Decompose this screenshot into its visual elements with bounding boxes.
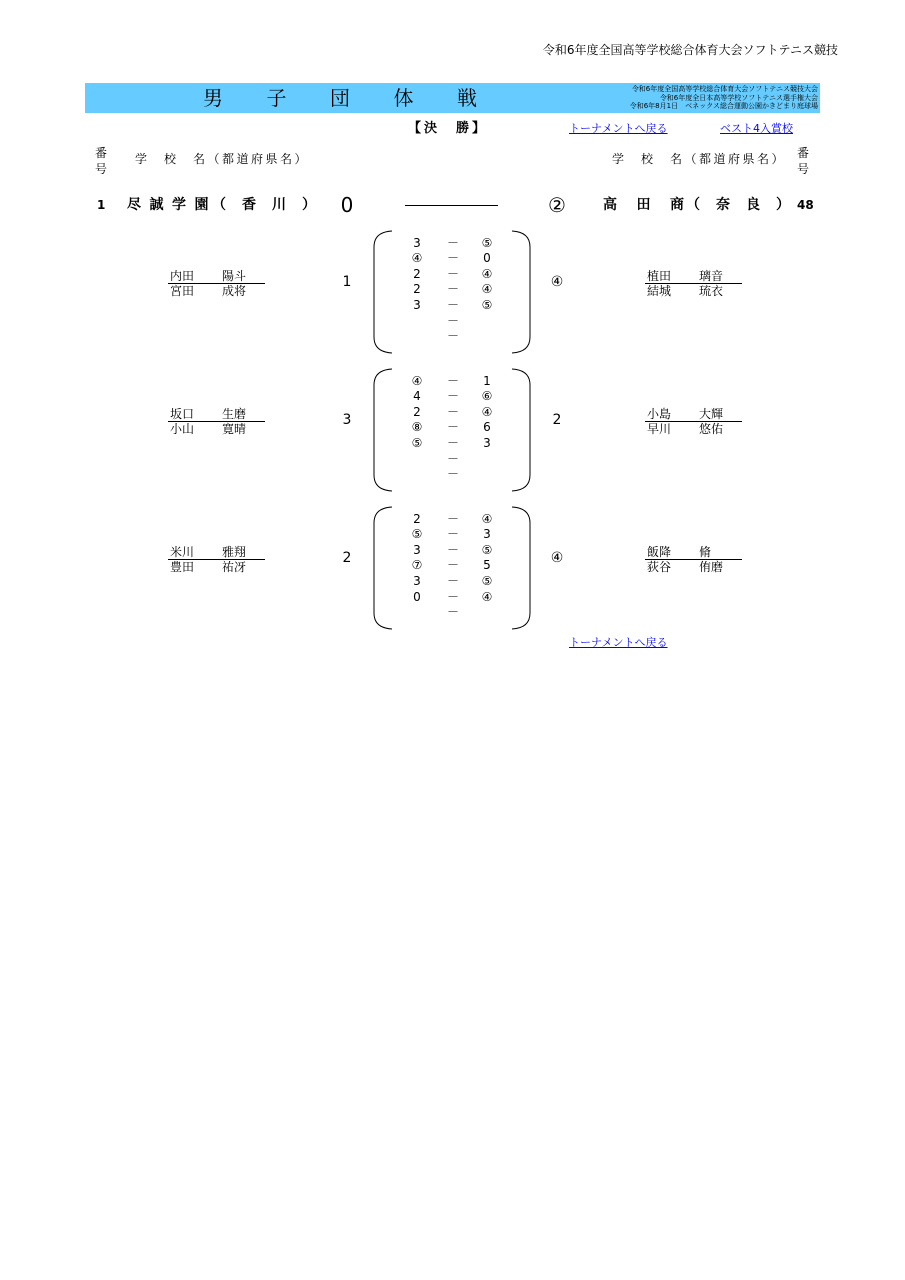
player-given-name: 祐冴 <box>222 560 247 574</box>
game-row <box>400 374 510 389</box>
game-score-left: 4 <box>413 389 421 404</box>
bout-score-right: ④ <box>550 274 564 290</box>
bout-block <box>0 230 905 354</box>
bracket-left <box>374 507 392 629</box>
game-score-left: 3 <box>413 542 421 557</box>
player-pair-left <box>168 407 265 437</box>
game-score-right: ⑤ <box>481 542 493 557</box>
match-divider-line <box>405 205 498 206</box>
team-number-right: 48 <box>797 198 814 212</box>
game-row <box>400 512 510 527</box>
game-score-left: ⑤ <box>411 527 423 542</box>
game-separator: － <box>446 589 459 604</box>
game-score-right: ⑤ <box>481 235 493 250</box>
banner-info-line: 令和6年度全日本高等学校ソフトテニス選手権大会 <box>659 93 818 102</box>
player-row <box>168 422 265 437</box>
game-score-right: ⑤ <box>481 573 493 588</box>
player-row <box>645 407 742 422</box>
player-given-name: 琉衣 <box>699 284 724 298</box>
number-header-right: 番号 <box>797 146 810 176</box>
player-pair-right <box>645 545 742 575</box>
player-given-name: 脩 <box>699 545 712 559</box>
game-separator: － <box>446 420 459 435</box>
bout-score-right: ④ <box>550 550 564 566</box>
player-pair-right <box>645 407 742 437</box>
back-to-tournament-link-bottom[interactable]: トーナメントへ戻る <box>569 636 668 649</box>
player-family-name: 小島 <box>647 407 672 421</box>
player-family-name: 早川 <box>647 422 672 436</box>
bracket-left <box>374 369 392 491</box>
bout-score-right: 2 <box>552 412 562 428</box>
bracket-right <box>512 231 530 353</box>
game-separator: － <box>446 389 459 404</box>
game-row <box>400 329 510 344</box>
player-row <box>645 545 742 560</box>
game-score-right: 3 <box>483 527 491 542</box>
game-separator: － <box>446 404 459 419</box>
game-row <box>400 282 510 297</box>
game-score-left: ⑦ <box>411 558 423 573</box>
game-row <box>400 298 510 313</box>
player-family-name: 豊田 <box>170 560 195 574</box>
title-banner <box>85 83 820 113</box>
team-school-right: 高田商 <box>603 197 704 213</box>
team-school-left: 尽誠学園 <box>127 197 217 213</box>
player-given-name: 璃音 <box>699 269 724 283</box>
player-row <box>168 545 265 560</box>
game-row <box>400 590 510 605</box>
player-row <box>645 284 742 299</box>
player-given-name: 雅翔 <box>222 545 247 559</box>
team-prefecture-right: （ 奈 良 ） <box>686 197 791 213</box>
player-given-name: 悠佑 <box>699 422 724 436</box>
player-family-name: 小山 <box>170 422 195 436</box>
player-pair-left <box>168 545 265 575</box>
game-separator: － <box>446 313 459 328</box>
game-row <box>400 467 510 482</box>
player-given-name: 陽斗 <box>222 269 247 283</box>
player-family-name: 植田 <box>647 269 672 283</box>
player-given-name: 侑磨 <box>699 560 724 574</box>
page-header-title: 令和6年度全国高等学校総合体育大会ソフトテニス競技 <box>542 43 838 57</box>
back-to-tournament-link[interactable]: トーナメントへ戻る <box>569 122 668 135</box>
game-score-left: ④ <box>411 373 423 388</box>
game-separator: － <box>446 605 459 620</box>
bout-score-left: 2 <box>342 550 352 566</box>
player-family-name: 荻谷 <box>647 560 672 574</box>
game-score-right: 6 <box>483 420 491 435</box>
player-family-name: 結城 <box>647 284 672 298</box>
game-row <box>400 558 510 573</box>
game-separator: － <box>446 573 459 588</box>
bout-score-left: 1 <box>342 274 352 290</box>
game-separator: － <box>446 297 459 312</box>
game-score-list <box>400 506 510 630</box>
game-score-left: 2 <box>413 404 421 419</box>
game-separator: － <box>446 467 459 482</box>
game-score-right: ④ <box>481 589 493 604</box>
game-row <box>400 452 510 467</box>
game-score-list <box>400 368 510 492</box>
game-score-right: 1 <box>483 373 491 388</box>
game-score-right: ⑥ <box>481 389 493 404</box>
player-family-name: 飯降 <box>647 545 672 559</box>
game-score-left: 2 <box>413 266 421 281</box>
game-score-left: 3 <box>413 235 421 250</box>
game-separator: － <box>446 542 459 557</box>
bracket-left <box>374 231 392 353</box>
game-separator: － <box>446 266 459 281</box>
game-row <box>400 605 510 620</box>
player-family-name: 米川 <box>170 545 195 559</box>
game-row <box>400 436 510 451</box>
game-row <box>400 314 510 329</box>
game-row <box>400 527 510 542</box>
game-score-right: ④ <box>481 282 493 297</box>
player-row <box>645 560 742 575</box>
team-total-left: 0 <box>340 193 354 217</box>
game-separator: － <box>446 558 459 573</box>
player-pair-right <box>645 269 742 299</box>
player-row <box>645 422 742 437</box>
game-separator: － <box>446 373 459 388</box>
game-row <box>400 389 510 404</box>
game-row <box>400 574 510 589</box>
game-separator: － <box>446 451 459 466</box>
banner-title: 男子団体戦 <box>203 86 521 110</box>
player-family-name: 内田 <box>170 269 195 283</box>
game-separator: － <box>446 511 459 526</box>
player-given-name: 生磨 <box>222 407 247 421</box>
game-score-right: ④ <box>481 511 493 526</box>
game-score-left: ⑧ <box>411 420 423 435</box>
number-header-left: 番号 <box>95 146 108 176</box>
game-separator: － <box>446 235 459 250</box>
player-row <box>168 269 265 284</box>
bracket-right <box>512 369 530 491</box>
game-score-left: ④ <box>411 251 423 266</box>
best4-link[interactable]: ベスト4入賞校 <box>720 122 793 135</box>
game-row <box>400 543 510 558</box>
banner-info-line: 令和6年度全国高等学校総合体育大会ソフトテニス競技大会 <box>631 85 818 93</box>
player-row <box>168 284 265 299</box>
game-separator: － <box>446 527 459 542</box>
game-score-right: ④ <box>481 266 493 281</box>
game-score-left: 2 <box>413 511 421 526</box>
player-row <box>168 407 265 422</box>
game-score-left: 2 <box>413 282 421 297</box>
team-number-left: 1 <box>97 198 106 212</box>
game-score-right: ⑤ <box>481 297 493 312</box>
team-prefecture-left: （ 香 川 ） <box>212 197 317 213</box>
game-row <box>400 405 510 420</box>
game-score-left: 0 <box>413 589 421 604</box>
player-row <box>645 269 742 284</box>
game-row <box>400 236 510 251</box>
game-separator: － <box>446 329 459 344</box>
bout-block <box>0 368 905 492</box>
bracket-right <box>512 507 530 629</box>
game-row <box>400 251 510 266</box>
player-pair-left <box>168 269 265 299</box>
school-header-right: 学 校 名（都道府県名） <box>612 152 787 166</box>
round-label: 【決 勝】 <box>408 121 489 136</box>
game-score-list <box>400 230 510 354</box>
game-score-right: 3 <box>483 435 491 450</box>
banner-info-line: 令和6年8月1日 ベネックス総合運動公園かきどまり庭球場 <box>629 102 818 110</box>
game-score-right: 5 <box>483 558 491 573</box>
bout-score-left: 3 <box>342 412 352 428</box>
school-header-left: 学 校 名（都道府県名） <box>135 152 310 166</box>
game-separator: － <box>446 435 459 450</box>
bout-block <box>0 506 905 630</box>
game-score-left: 3 <box>413 573 421 588</box>
player-given-name: 大輝 <box>699 407 724 421</box>
team-total-right: ② <box>548 193 566 217</box>
banner-info <box>630 85 818 111</box>
game-score-left: ⑤ <box>411 435 423 450</box>
game-score-right: ④ <box>481 404 493 419</box>
player-row <box>168 560 265 575</box>
game-row <box>400 420 510 435</box>
player-given-name: 寛晴 <box>222 422 247 436</box>
game-score-right: 0 <box>483 251 491 266</box>
game-row <box>400 267 510 282</box>
player-given-name: 成将 <box>222 284 247 298</box>
game-separator: － <box>446 282 459 297</box>
player-family-name: 坂口 <box>170 407 195 421</box>
game-score-left: 3 <box>413 297 421 312</box>
player-family-name: 宮田 <box>170 284 195 298</box>
game-separator: － <box>446 251 459 266</box>
